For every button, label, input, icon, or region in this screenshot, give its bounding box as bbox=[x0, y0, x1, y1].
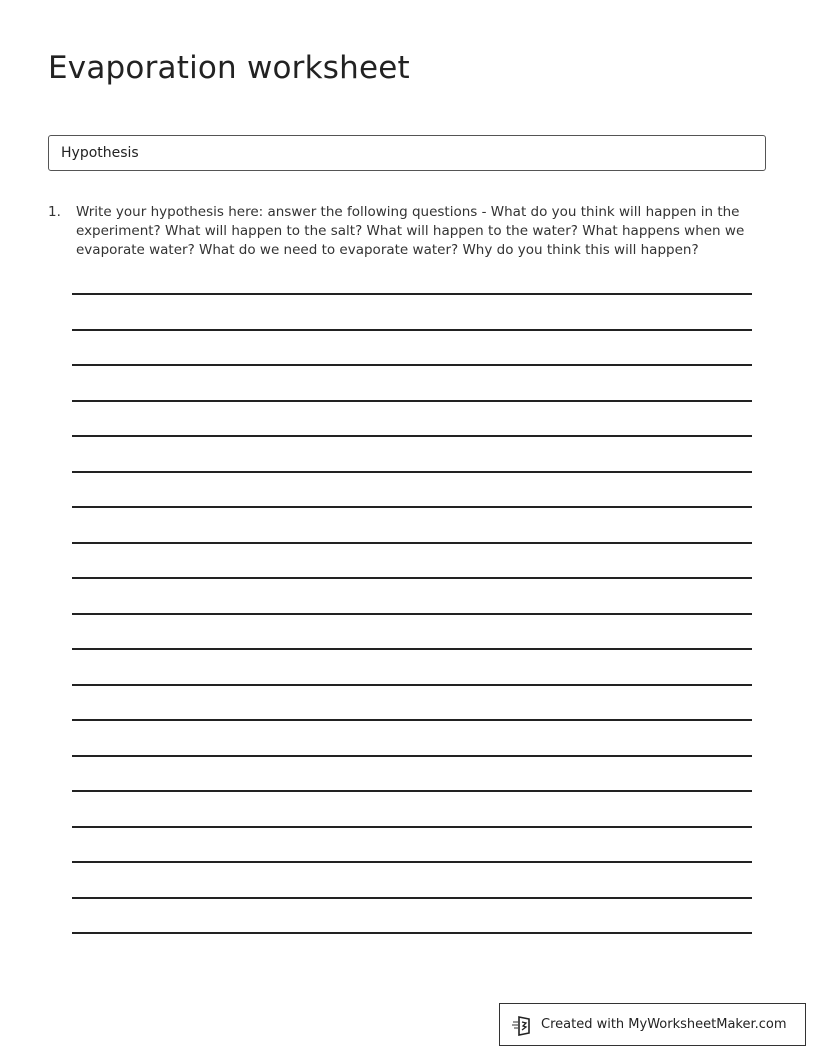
question-number: 1. bbox=[48, 204, 61, 220]
answer-line[interactable] bbox=[72, 684, 752, 720]
question-item bbox=[48, 203, 760, 260]
answer-line[interactable] bbox=[72, 293, 752, 329]
answer-line[interactable] bbox=[72, 506, 752, 542]
section-heading-box bbox=[48, 135, 766, 171]
footer-credit-text: Created with MyWorksheetMaker.com bbox=[541, 1017, 787, 1032]
answer-line[interactable] bbox=[72, 648, 752, 684]
page-title: Evaporation worksheet bbox=[48, 50, 410, 86]
answer-line[interactable] bbox=[72, 932, 752, 934]
section-heading: Hypothesis bbox=[61, 145, 139, 161]
answer-line[interactable] bbox=[72, 719, 752, 755]
answer-lines bbox=[72, 293, 752, 934]
answer-line[interactable] bbox=[72, 861, 752, 897]
answer-line[interactable] bbox=[72, 613, 752, 649]
answer-line[interactable] bbox=[72, 471, 752, 507]
question-text: Write your hypothesis here: answer the following questions - What do you think will happen in the experiment? What will happen to the salt? What will happen to the water? What happens when we evaporate water? What do we need to evaporate water? Why do you think this will happen? bbox=[76, 204, 745, 258]
footer-credit-badge[interactable] bbox=[499, 1003, 806, 1046]
answer-line[interactable] bbox=[72, 755, 752, 791]
myworksheetmaker-logo-icon bbox=[512, 1014, 534, 1036]
answer-line[interactable] bbox=[72, 790, 752, 826]
answer-line[interactable] bbox=[72, 329, 752, 365]
answer-line[interactable] bbox=[72, 577, 752, 613]
answer-line[interactable] bbox=[72, 897, 752, 933]
answer-line[interactable] bbox=[72, 364, 752, 400]
answer-line[interactable] bbox=[72, 542, 752, 578]
answer-line[interactable] bbox=[72, 826, 752, 862]
answer-line[interactable] bbox=[72, 435, 752, 471]
answer-line[interactable] bbox=[72, 400, 752, 436]
